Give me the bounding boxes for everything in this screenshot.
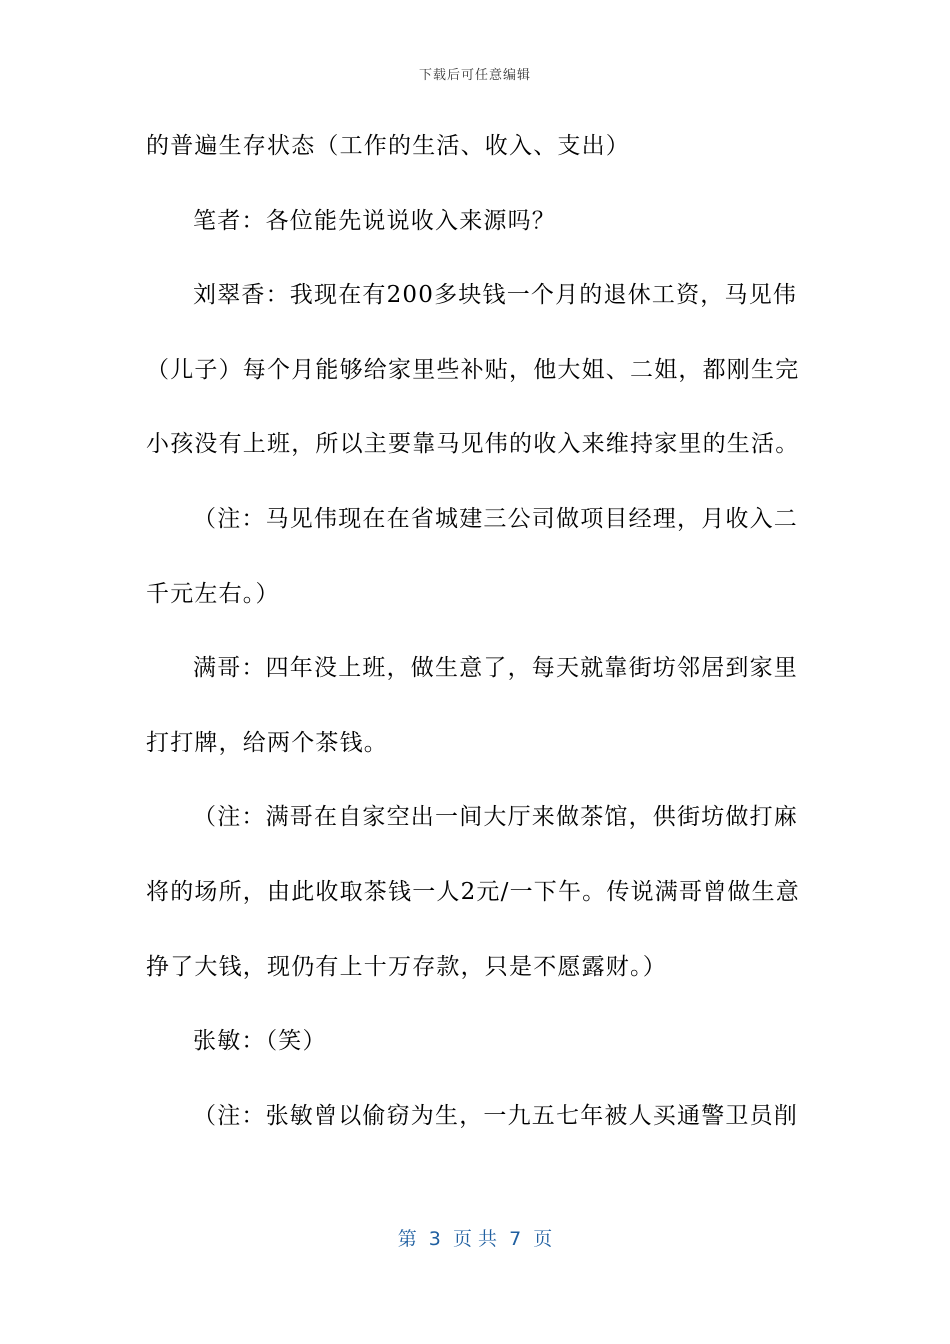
paragraph-line: 小孩没有上班，所以主要靠马见伟的收入来维持家里的生活。 (146, 431, 800, 458)
page-number-text: 第 3 页 共 7 页 (397, 1228, 553, 1250)
note-line: 将的场所，由此收取茶钱一人2元/一下午。传说满哥曾做生意 (146, 878, 800, 905)
page-footer (0, 1224, 950, 1251)
note-line: 千元左右。） (146, 580, 280, 607)
paragraph-line: 满哥：四年没上班，做生意了，每天就靠街坊邻居到家里 (193, 655, 798, 682)
note-line: 挣了大钱，现仍有上十万存款，只是不愿露财。） (146, 953, 667, 980)
note-line: （注：满哥在自家空出一间大厅来做茶馆，供街坊做打麻 (193, 804, 798, 831)
paragraph-line: 打打牌，给两个茶钱。 (146, 729, 388, 756)
paragraph-line: 张敏：（笑） (193, 1028, 327, 1055)
paragraph-line: （儿子）每个月能够给家里些补贴，他大姐、二姐，都刚生完 (146, 356, 800, 383)
paragraph-line: 刘翠香：我现在有200多块钱一个月的退休工资，马见伟 (193, 282, 798, 309)
paragraph-line: 的普遍生存状态（工作的生活、收入、支出） (146, 133, 630, 159)
note-line: （注：张敏曾以偷窃为生，一九五七年被人买通警卫员削 (193, 1102, 798, 1129)
page-header: 下载后可任意编辑 (418, 68, 531, 83)
document-body (146, 123, 806, 1167)
paragraph-line: 笔者：各位能先说说收入来源吗？ (193, 207, 556, 234)
note-line: （注：马见伟现在在省城建三公司做项目经理，月收入二 (193, 505, 798, 532)
